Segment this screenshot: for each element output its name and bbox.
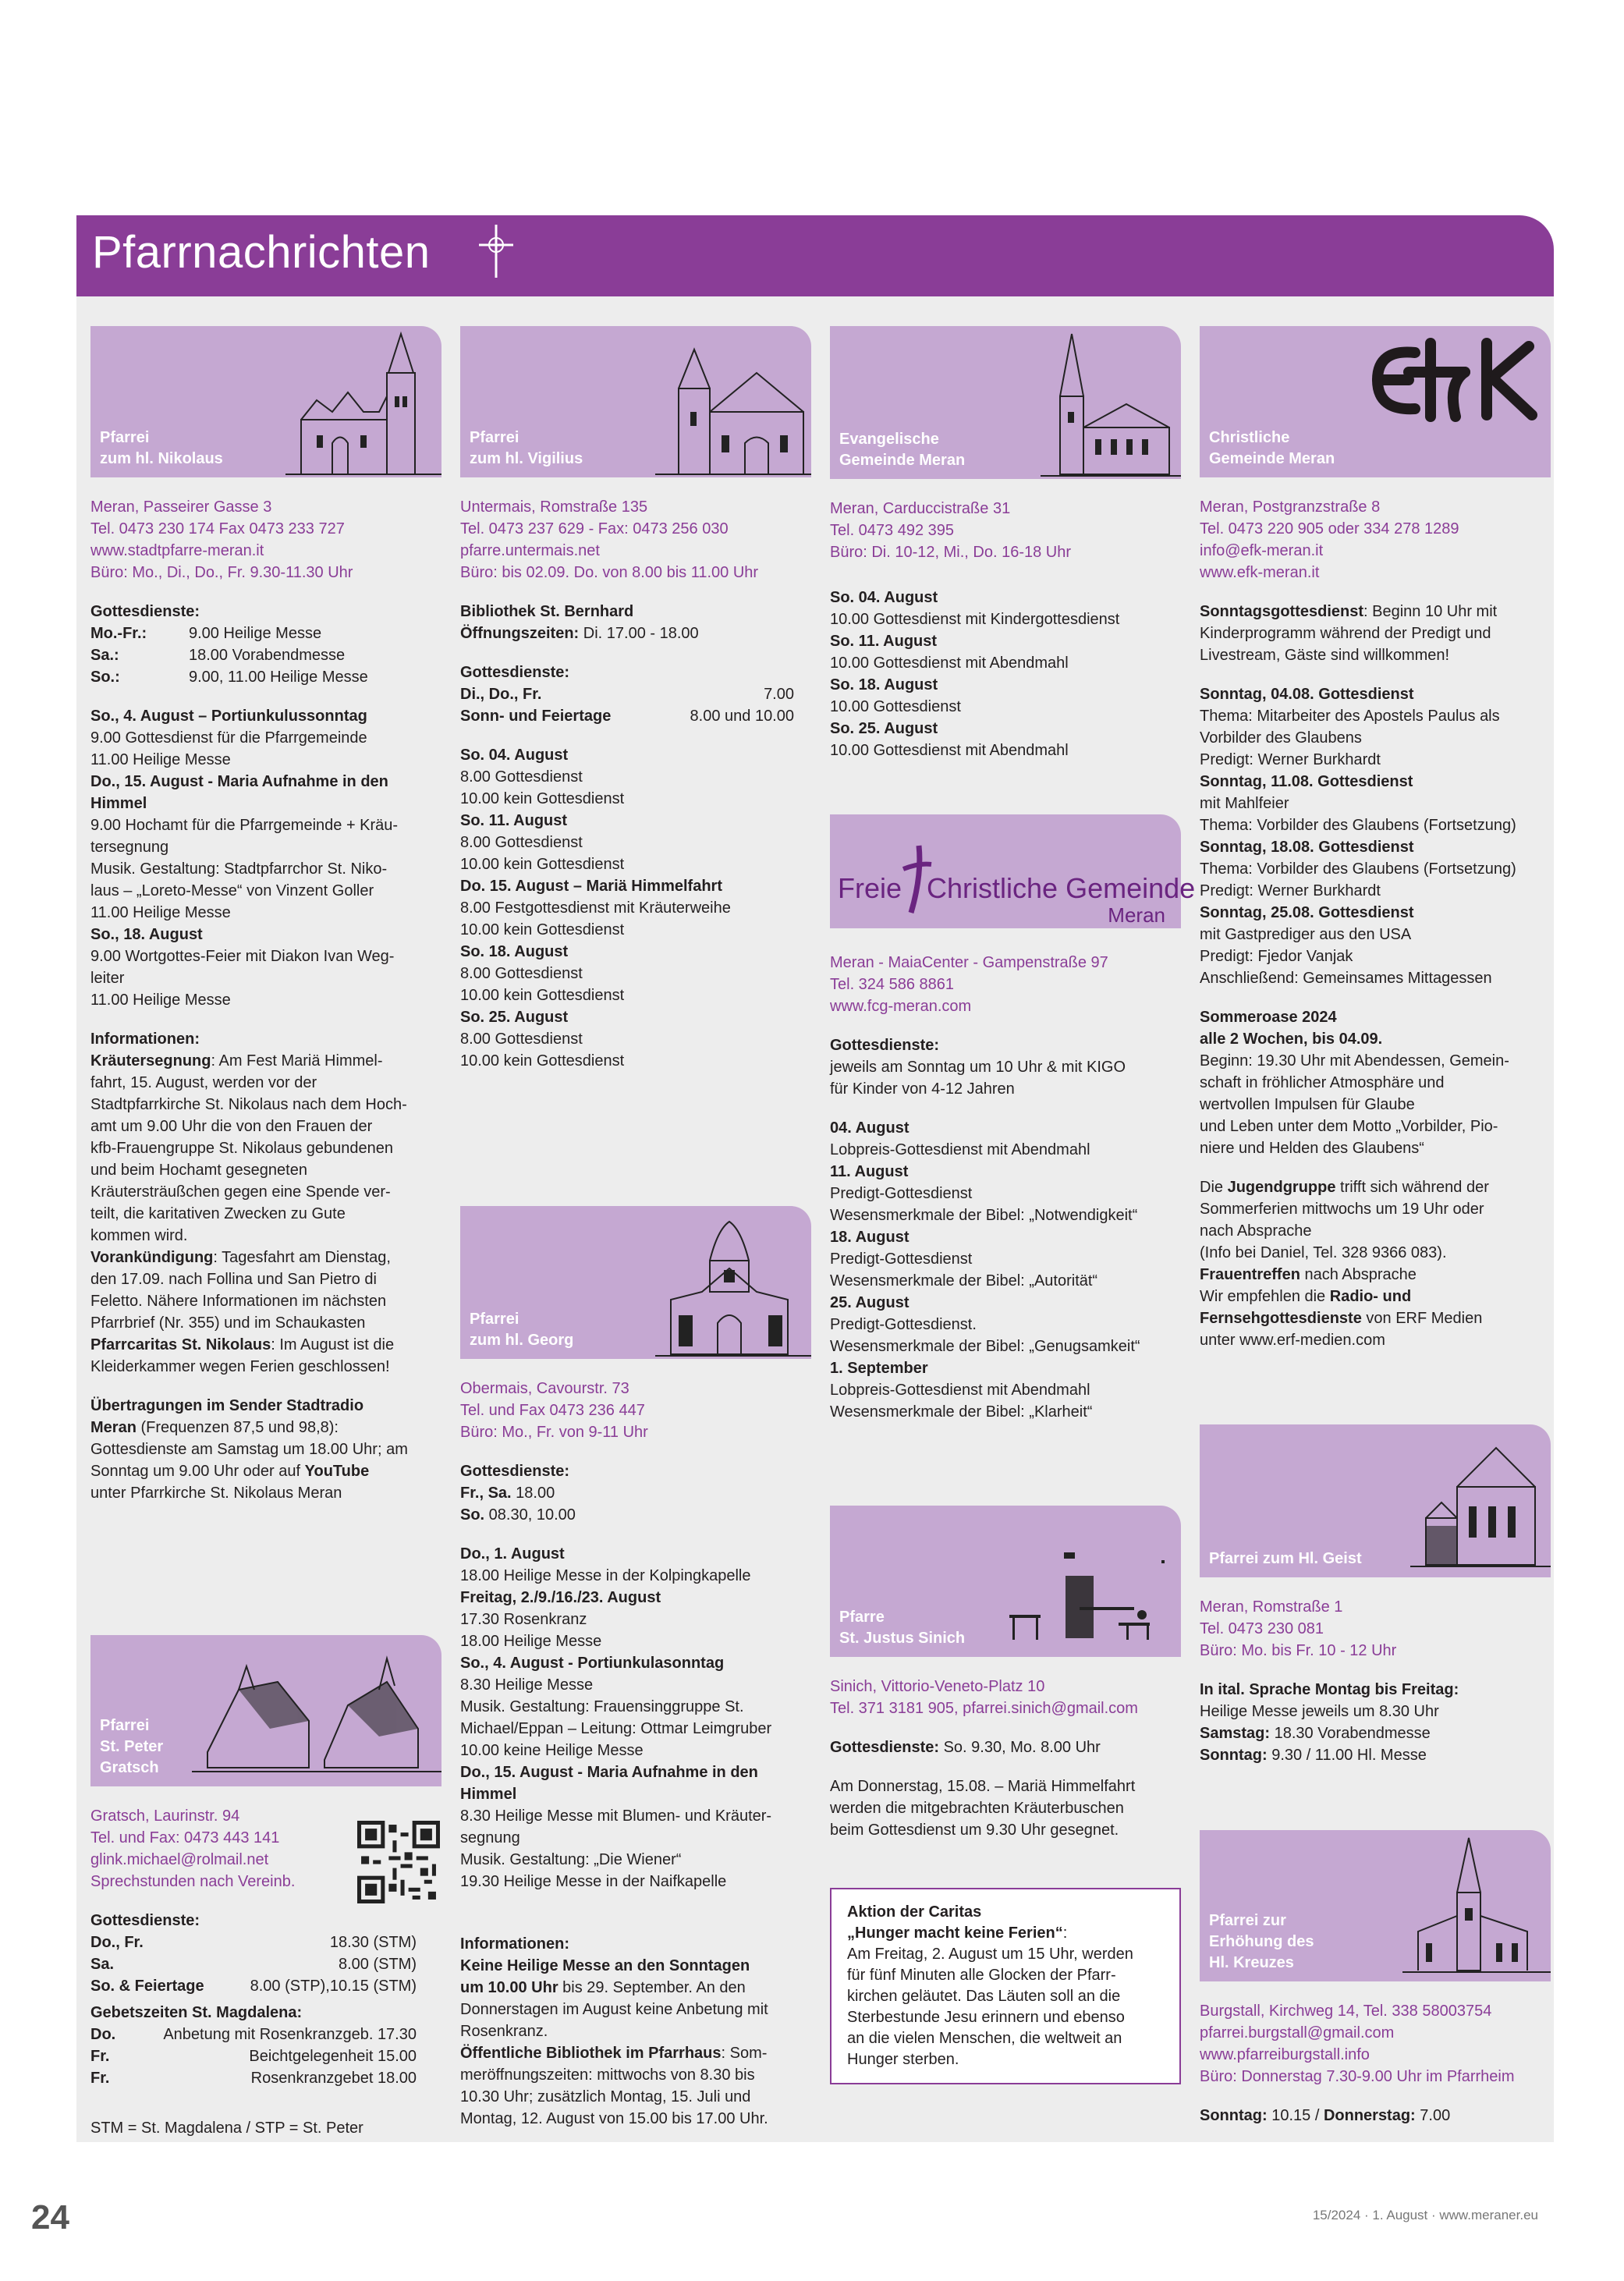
date-heading: So. 25. August bbox=[460, 1009, 569, 1026]
parish-header-georg bbox=[460, 1206, 811, 1359]
date-heading: So. 25. August bbox=[830, 720, 938, 737]
services-block bbox=[90, 1910, 441, 1997]
services-heading: Gottesdienste: bbox=[90, 603, 200, 620]
summer-oasis-heading: Sommeroase 2024 alle 2 Wochen, bis 04.09. bbox=[1200, 1009, 1383, 1048]
church-geist-illustration bbox=[1410, 1432, 1551, 1577]
services-text: jeweils am Sonntag um 10 Uhr & mit KIGO für Kinder von 4-12 Jahren bbox=[830, 1059, 1126, 1098]
service-row: So. & Feiertage 8.00 (STP),10.15 (STM) bbox=[90, 1978, 417, 1995]
issue-info: 15/2024 · 1. August · www.meraner.eu bbox=[1312, 2208, 1538, 2222]
radio-broadcast-text: Übertragungen im Sender Stadtradio Meran (Frequenzen 87,5 und 98,8): Gottesdienste am Samstag um 18.00 Uhr; am Sonntag um 9.00 Uhr oder auf YouTube unter Pfarrkirche St. Nikolaus Meran bbox=[90, 1397, 408, 1502]
contact-info: Burgstall, Kirchweg 14, Tel. 338 58003754 pfarrei.burgstall@gmail.com www.pfarreiburgstall.info Büro: Donnerstag 7.30-9.00 Uhr im Pfarrheim bbox=[1200, 2003, 1515, 2085]
event-text: 8.30 Heilige Messe Musik. Gestaltung: Frauensinggruppe St. Michael/Eppan – Leitung: Ottmar Leimgruber 10.00 keine Heilige Messe bbox=[460, 1676, 772, 1759]
cross-icon bbox=[473, 222, 519, 281]
church-justus-illustration bbox=[1009, 1529, 1181, 1657]
parish-header-justus bbox=[830, 1506, 1181, 1657]
information-heading: Informationen: bbox=[90, 1031, 200, 1048]
date-heading: So. 04. August bbox=[830, 589, 938, 606]
parish-title: Pfarrei zur Erhöhung des Hl. Kreuzes bbox=[1209, 1912, 1314, 1971]
date-heading: So. 11. August bbox=[830, 633, 938, 650]
column-2 bbox=[460, 326, 811, 1072]
prayer-times-heading: Gebetszeiten St. Magdalena: bbox=[90, 2004, 303, 2021]
column-1-lower bbox=[90, 1635, 441, 2139]
date-text: Thema: Vorbilder des Glaubens (Fortsetzung) Predigt: Werner Burkhardt bbox=[1200, 860, 1516, 899]
date-heading: Sonntag, 11.08. Gottesdienst bbox=[1200, 773, 1413, 790]
service-row: Sa.: 18.00 Vorabendmesse bbox=[90, 647, 346, 664]
service-row: Sonntag: 9.30 / 11.00 Hl. Messe bbox=[1200, 1747, 1427, 1764]
events-block bbox=[90, 705, 441, 1011]
event-heading: Do., 1. August bbox=[460, 1545, 565, 1563]
event-heading: Freitag, 2./9./16./23. August bbox=[460, 1589, 661, 1606]
services-heading: Gottesdienste: bbox=[460, 664, 570, 681]
date-text: 10.00 Gottesdienst mit Abendmahl bbox=[830, 742, 1069, 759]
date-heading: Sonntag, 18.08. Gottesdienst bbox=[1200, 839, 1414, 856]
summer-oasis-block bbox=[1200, 1006, 1551, 1159]
date-heading: Sonntag, 04.08. Gottesdienst bbox=[1200, 686, 1414, 703]
service-row: Fr., Sa. 18.00 bbox=[460, 1485, 555, 1502]
qr-code-icon[interactable] bbox=[357, 1821, 440, 1903]
date-text: Predigt-Gottesdienst Wesensmerkmale der Bibel: „Notwendigkeit“ bbox=[830, 1185, 1138, 1224]
church-vigilius-illustration bbox=[655, 326, 811, 477]
services-line: Sonntag: 10.15 / Donnerstag: 7.00 bbox=[1200, 2107, 1451, 2124]
information-block bbox=[90, 1028, 441, 1378]
information-text: Vorankündigung: Tagesfahrt am Dienstag, den 17.09. nach Follina und San Pietro di Feletto. Nähere Informationen im nächsten Pfarrbrief (Nr. 355) und im Schaukasten bbox=[90, 1249, 391, 1332]
service-row: So. 08.30, 10.00 bbox=[460, 1506, 576, 1524]
information-block bbox=[460, 1933, 811, 2130]
contact-row bbox=[90, 1805, 441, 1893]
parish-header-kreuz bbox=[1200, 1830, 1551, 1981]
column-4-kreuz bbox=[1200, 1830, 1551, 2127]
date-heading: 11. August bbox=[830, 1163, 909, 1180]
contact-info: Meran, Romstraße 1 Tel. 0473 230 081 Büro: Mo. bis Fr. 10 - 12 Uhr bbox=[1200, 1598, 1397, 1659]
date-text: 8.00 Festgottesdienst mit Kräuterweihe 10.00 kein Gottesdienst bbox=[460, 899, 731, 938]
services-block bbox=[460, 662, 811, 727]
assumption-note: Am Donnerstag, 15.08. – Mariä Himmelfahrt werden die mitgebrachten Kräuterbuschen beim Gottesdienst um 9.30 Uhr gesegnet. bbox=[830, 1778, 1136, 1839]
services-heading: Gottesdienste: bbox=[830, 1037, 940, 1054]
service-row: Mo.-Fr.: 9.00 Heilige Messe bbox=[90, 625, 322, 642]
information-text: Keine Heilige Messe an den Sonntagen um 10.00 Uhr bis 29. September. An den Donnerstagen im August keine Anbetung mit Rosenkranz. bbox=[460, 1957, 768, 2040]
services-block bbox=[1200, 1679, 1551, 1766]
contact-info: Sinich, Vittorio-Veneto-Platz 10 Tel. 371 3181 905, pfarrei.sinich@gmail.com bbox=[830, 1678, 1138, 1717]
column-1 bbox=[90, 326, 441, 1504]
fcg-logo-city: Meran bbox=[1108, 903, 1165, 927]
prayer-row: Fr. Rosenkranzgebet 18.00 bbox=[90, 2070, 417, 2087]
date-text: Lobpreis-Gottesdienst mit Abendmahl bbox=[830, 1141, 1090, 1158]
section-header-bar bbox=[76, 215, 1554, 296]
column-3-lower bbox=[830, 1506, 1181, 2084]
date-text: 10.00 Gottesdienst mit Kindergottesdienst bbox=[830, 611, 1120, 628]
column-3-fcg bbox=[830, 814, 1196, 1423]
information-text: Öffentliche Bibliothek im Pfarrhaus: Som- meröffnungszeiten: mittwochs von 8.30 bis 10.30 Uhr; zusätzlich Montag, 15. Juli und Montag, 12. August von 15.00 bis 17.00 Uhr. bbox=[460, 2045, 768, 2127]
contact-info: Meran, Carduccistraße 31 Tel. 0473 492 395 Büro: Di. 10-12, Mi., Do. 16-18 Uhr bbox=[830, 500, 1072, 561]
parish-title: Pfarrei St. Peter Gratsch bbox=[100, 1717, 164, 1776]
column-4-geist bbox=[1200, 1424, 1551, 1766]
date-text: mit Gastprediger aus den USA Predigt: Fjedor Vanjak Anschließend: Gemeinsames Mittagessen bbox=[1200, 926, 1492, 987]
church-peter-illustration bbox=[192, 1635, 441, 1786]
information-heading: Informationen: bbox=[460, 1935, 569, 1953]
parish-title: Pfarrei zum hl. Nikolaus bbox=[100, 429, 223, 467]
date-text: 10.00 Gottesdienst mit Abendmahl bbox=[830, 655, 1069, 672]
parish-title: Christliche Gemeinde Meran bbox=[1209, 429, 1335, 467]
contact-info: Untermais, Romstraße 135 Tel. 0473 237 629 - Fax: 0473 256 030 pfarre.untermais.net Büro: bis 02.09. Do. von 8.00 bis 11.00 Uhr bbox=[460, 498, 759, 581]
parish-title: Pfarrei zum Hl. Geist bbox=[1209, 1550, 1362, 1567]
church-nikolaus-illustration bbox=[285, 326, 441, 477]
services-block bbox=[460, 1460, 811, 1526]
date-heading: 18. August bbox=[830, 1229, 910, 1246]
column-3 bbox=[830, 326, 1181, 761]
services-block bbox=[830, 1034, 1181, 1100]
event-text: 18.00 Heilige Messe in der Kolpingkapelle bbox=[460, 1567, 751, 1584]
services-heading: Gottesdienste: bbox=[460, 1463, 570, 1480]
event-text: 9.00 Hochamt für die Pfarrgemeinde + Kräu- tersegnung Musik. Gestaltung: Stadtpfarrchor St. Niko- laus – „Loreto-Messe“ von Vinzent Goller 11.00 Heilige Messe bbox=[90, 817, 399, 921]
youth-group-text: Die Jugendgruppe trifft sich während der Sommerferien mittwochs um 19 Uhr oder nach Absprache (Info bei Daniel, Tel. 328 9366 083). bbox=[1200, 1179, 1489, 1261]
date-text: Thema: Mitarbeiter des Apostels Paulus als Vorbilder des Glaubens Predigt: Werner Burkhardt bbox=[1200, 708, 1500, 768]
date-heading: Do. 15. August – Mariä Himmelfahrt bbox=[460, 878, 722, 895]
contact-info: Gratsch, Laurinstr. 94 Tel. und Fax: 0473 443 141 glink.michael@rolmail.net Sprechstunden nach Vereinb. bbox=[90, 1807, 296, 1890]
prayer-row: Fr. Beichtgelegenheit 15.00 bbox=[90, 2048, 417, 2065]
efk-logo bbox=[1362, 337, 1541, 423]
column-2-lower bbox=[460, 1206, 811, 2130]
parish-title: Pfarre St. Justus Sinich bbox=[839, 1609, 966, 1647]
date-text: Predigt-Gottesdienst Wesensmerkmale der Bibel: „Autorität“ bbox=[830, 1250, 1098, 1289]
dates-block bbox=[1200, 683, 1551, 989]
event-heading: So., 4. August - Portiunkulasonntag bbox=[460, 1655, 725, 1672]
date-text: 8.00 Gottesdienst 10.00 kein Gottesdienst bbox=[460, 965, 625, 1004]
dates-block bbox=[830, 1117, 1181, 1423]
services-heading: Gottesdienste: bbox=[90, 1912, 200, 1929]
parish-header-nikolaus bbox=[90, 326, 441, 477]
parish-title: Evangelische Gemeinde Meran bbox=[839, 431, 966, 469]
date-text: Lobpreis-Gottesdienst mit Abendmahl Wesensmerkmale der Bibel: „Klarheit“ bbox=[830, 1382, 1093, 1421]
service-row: So.: 9.00, 11.00 Heilige Messe bbox=[90, 669, 368, 686]
contact-info: Meran, Postgranzstraße 8 Tel. 0473 220 905 oder 334 278 1289 info@efk-meran.it www.efk-meran.it bbox=[1200, 498, 1459, 581]
event-text: 17.30 Rosenkranz 18.00 Heilige Messe bbox=[460, 1611, 602, 1650]
information-text: Kräutersegnung: Am Fest Mariä Himmel- fahrt, 15. August, werden vor der Stadtpfarrkirche St. Nikolaus nach dem Hoch- amt um 9.00 Uhr die von den Frauen der kfb-Frauengruppe St. Nikolaus gebundenen und beim Hochamt gesegneten Kräutersträußchen gegen eine Spende ver- teilt, die karitativen Zwecken zu Gute kommen wird. bbox=[90, 1052, 407, 1244]
services-heading: In ital. Sprache Montag bis Freitag: bbox=[1200, 1681, 1459, 1698]
intro-text: Sonntagsgottesdienst: Beginn 10 Uhr mit Kinderprogramm während der Predigt und Livestream, Gäste sind willkommen! bbox=[1200, 603, 1498, 664]
contact-info: Meran, Passeirer Gasse 3 Tel. 0473 230 174 Fax 0473 233 727 www.stadtpfarre-meran.it Büro: Mo., Di., Do., Fr. 9.30-11.30 Uhr bbox=[90, 498, 353, 581]
events-block bbox=[460, 1543, 811, 1893]
parish-header-efk bbox=[1200, 326, 1551, 477]
services-block bbox=[90, 601, 441, 688]
date-text: 8.00 Gottesdienst 10.00 kein Gottesdienst bbox=[460, 1031, 625, 1070]
event-text: 9.00 Wortgottes-Feier mit Diakon Ivan Weg- leiter 11.00 Heilige Messe bbox=[90, 948, 395, 1009]
date-heading: So. 04. August bbox=[460, 747, 569, 764]
parish-header-peter bbox=[90, 1635, 441, 1786]
event-text: 8.30 Heilige Messe mit Blumen- und Kräuter- segnung Musik. Gestaltung: „Die Wiener“ 19.30 Heilige Messe in der Naifkapelle bbox=[460, 1807, 772, 1890]
parish-header-evang bbox=[830, 326, 1181, 479]
service-row: Do., Fr. 18.30 (STM) bbox=[90, 1934, 417, 1951]
date-heading: So. 18. August bbox=[830, 676, 938, 694]
date-text: mit Mahlfeier Thema: Vorbilder des Glaubens (Fortsetzung) bbox=[1200, 795, 1516, 834]
event-heading: So., 4. August – Portiunkulussonntag bbox=[90, 708, 367, 725]
date-text: 8.00 Gottesdienst 10.00 kein Gottesdienst bbox=[460, 768, 625, 807]
event-heading: Do., 15. August - Maria Aufnahme in den Himmel bbox=[90, 773, 388, 812]
date-text: 10.00 Gottesdienst bbox=[830, 698, 961, 715]
church-evang-illustration bbox=[1041, 326, 1181, 479]
women-meeting-text: Frauentreffen nach Absprache bbox=[1200, 1266, 1417, 1283]
date-heading: So. 11. August bbox=[460, 812, 568, 829]
parish-title: Pfarrei zum hl. Georg bbox=[470, 1311, 574, 1349]
services-line: Gottesdienste: So. 9.30, Mo. 8.00 Uhr bbox=[830, 1739, 1101, 1756]
parish-title: Pfarrei zum hl. Vigilius bbox=[470, 429, 583, 467]
fcg-logo-text: Freie Christliche Gemeinde bbox=[838, 872, 1196, 904]
event-text: 9.00 Gottesdienst für die Pfarrgemeinde 11.00 Heilige Messe bbox=[90, 729, 367, 768]
date-heading: So. 18. August bbox=[460, 943, 569, 960]
contact-info: Obermais, Cavourstr. 73 Tel. und Fax 0473 236 447 Büro: Mo., Fr. von 9-11 Uhr bbox=[460, 1380, 648, 1441]
service-row: Heilige Messe jeweils um 8.30 Uhr bbox=[1200, 1703, 1439, 1720]
event-heading: Do., 15. August - Maria Aufnahme in den Himmel bbox=[460, 1764, 758, 1803]
column-4 bbox=[1200, 326, 1551, 1351]
date-text: 8.00 Gottesdienst 10.00 kein Gottesdienst bbox=[460, 834, 625, 873]
date-text: Predigt-Gottesdienst. Wesensmerkmale der Bibel: „Genugsamkeit“ bbox=[830, 1316, 1140, 1355]
date-heading: Sonntag, 25.08. Gottesdienst bbox=[1200, 904, 1414, 921]
section-title: Pfarrnachrichten bbox=[92, 227, 431, 278]
information-text: Pfarrcaritas St. Nikolaus: Im August ist die Kleiderkammer wegen Ferien geschlossen! bbox=[90, 1336, 395, 1375]
service-row: Sonn- und Feiertage 8.00 und 10.00 bbox=[460, 708, 794, 725]
fcg-logo bbox=[830, 814, 1196, 928]
prayer-row: Do. Anbetung mit Rosenkranzgeb. 17.30 bbox=[90, 2026, 417, 2043]
church-kreuz-illustration bbox=[1402, 1830, 1551, 1981]
legend-text: STM = St. Magdalena / STP = St. Peter bbox=[90, 2120, 363, 2137]
service-row: Di., Do., Fr. 7.00 bbox=[460, 686, 794, 703]
dates-block bbox=[830, 587, 1181, 761]
church-georg-illustration bbox=[655, 1206, 811, 1359]
caritas-text: Aktion der Caritas „Hunger macht keine Ferien“: Am Freitag, 2. August um 15 Uhr, werden für fünf Minuten alle Glocken der Pfarr- kirchen geläutet. Das Läuten soll an die Sterbestunde Jesu erinnern und ebenso an die vielen Menschen, die weltweit an Hunger sterben. bbox=[847, 1903, 1133, 2068]
page-number: 24 bbox=[31, 2198, 69, 2237]
parish-header-vigilius bbox=[460, 326, 811, 477]
contact-info: Meran - MaiaCenter - Gampenstraße 97 Tel. 324 586 8861 www.fcg-meran.com bbox=[830, 954, 1108, 1015]
broadcast-recommendation: Wir empfehlen die Radio- und Fernsehgottesdienste von ERF Medien unter www.erf-medien.com bbox=[1200, 1288, 1483, 1349]
parish-header-geist bbox=[1200, 1424, 1551, 1577]
caritas-box bbox=[830, 1888, 1181, 2084]
date-heading: 04. August bbox=[830, 1119, 910, 1137]
event-heading: So., 18. August bbox=[90, 926, 203, 943]
date-heading: 25. August bbox=[830, 1294, 910, 1311]
date-heading: 1. September bbox=[830, 1360, 928, 1377]
library-hours: Bibliothek St. Bernhard Öffnungszeiten: Di. 17.00 - 18.00 bbox=[460, 603, 699, 642]
prayer-times-block bbox=[90, 2002, 441, 2089]
service-row: Sa. 8.00 (STM) bbox=[90, 1956, 417, 1973]
summer-oasis-text: Beginn: 19.30 Uhr mit Abendessen, Gemein- schaft in fröhlicher Atmosphäre und wertvollen Impulsen für Glaube und Leben unter dem Motto „Vorbilder, Pio- niere und Helden des Glaubens“ bbox=[1200, 1052, 1509, 1157]
dates-block bbox=[460, 744, 811, 1072]
service-row: Samstag: 18.30 Vorabendmesse bbox=[1200, 1725, 1431, 1742]
